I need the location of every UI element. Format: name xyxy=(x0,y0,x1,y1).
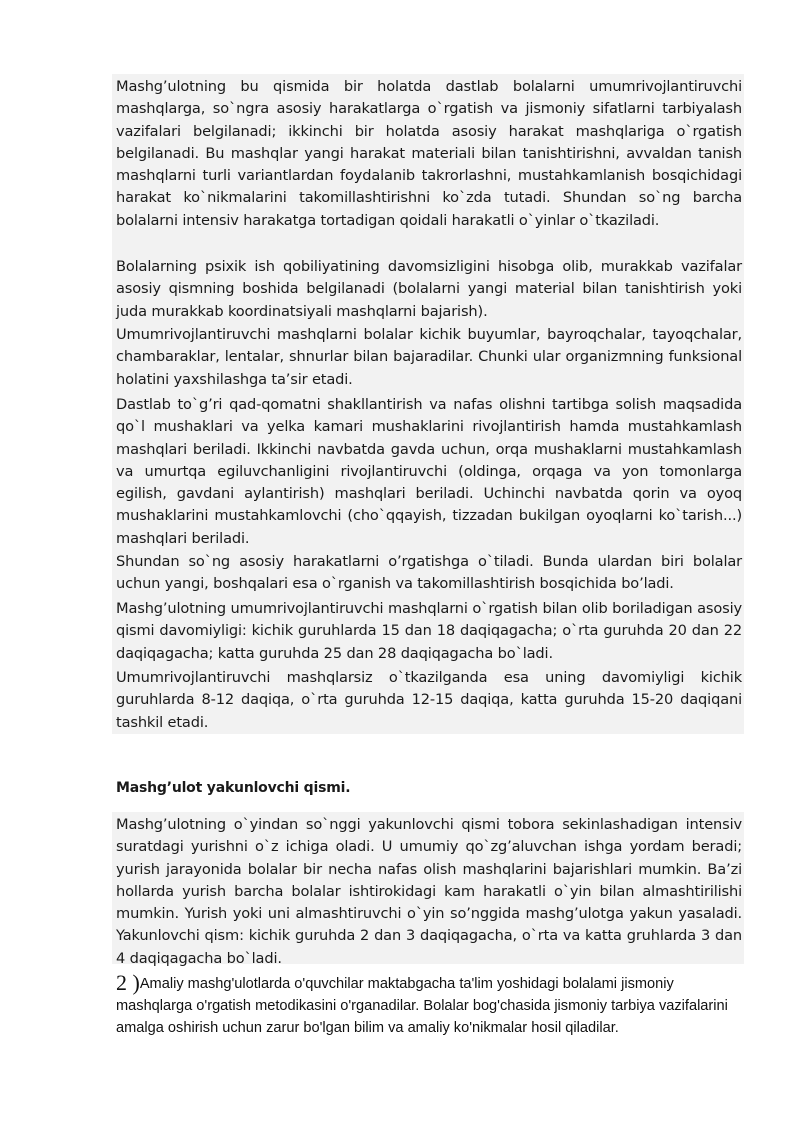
paragraph-7: Umumrivojlantiruvchi mashqlarsiz o`tkazilganda esa uning davomiyligi kichik guruhlarda 8-12 daqiqa, o`rta guruhda 12-15 daqiqa, katta guruhda 15-20 daqiqani tashkil etadi. xyxy=(116,669,742,731)
footnote-text: Amaliy mashg'ulotlarda o'quvchilar maktabgacha ta'lim yoshidagi bolalami jismoniy mashqlarga o'rgatish metodikasini o'rganadilar. Bolalar bog'chasida jismoniy tarbiya vazifalarini amalga oshirish uchun zarur bo'lgan bilim va amaliy ko'nikmalar hosil qiladilar. xyxy=(116,976,728,1036)
paragraph-6: Mashg’ulotning umumrivojlantiruvchi mashqlarni o`rgatish bilan olib boriladigan asosiy qismi davomiyligi: kichik guruhlarda 15 dan 18 daqiqagacha; o`rta guruhda 20 dan 22 daqiqagacha; katta guruhda 25 dan 28 daqiqagacha bo`ladi. xyxy=(116,600,742,662)
footnote xyxy=(116,970,746,1039)
paragraph-1: Mashg’ulotning bu qismida bir holatda dastlab bolalarni umumrivojlantiruvchi mashqlarga, so`ngra asosiy harakatlarga o`rgatish va jismoniy sifatlarni tarbiyalash vazifalari belgilanadi; ikkinchi bir holatda asosiy harakat mashqlariga o`rgatish belgilanadi. Bu mashqlar yangi harakat materiali bilan tanishtirishni, avvaldan tanish mashqlarni turli variantlardan foydalanib takrorlashni, mustahkamlanish bosqichidagi harakat ko`nikmalarini takomillashtirishni ko`zda tutadi. Shundan so`ng barcha bolalarni intensiv harakatga tortadigan qoidali harakatli o`yinlar o`tkaziladi. xyxy=(116,78,742,229)
paragraph-4: Dastlab to`g’ri qad-qomatni shakllantirish va nafas olishni tartibga solish maqsadida qo`l mushaklari va yelka kamari mushaklarini rivojlantirish hamda mustahkamlash mashqlari beriladi. Ikkinchi navbatda gavda uchun, orqa mushaklarni mustahkamlash va umurtqa egiluvchanligini rivojlantiruvchi (oldinga, orqaga va yon tomonlarga egilish, gavdani aylantirish) mashqlari beriladi. Uchinchi navbatda qorin va oyoq mushaklarini mustahkamlovchi (cho`qqayish, tizzadan bukilgan oyoqlarni ko`tarish...) mashqlari beriladi. xyxy=(116,396,742,547)
section-heading: Mashg’ulot yakunlovchi qismi. xyxy=(116,780,351,796)
paragraph-3: Umumrivojlantiruvchi mashqlarni bolalar kichik buyumlar, bayroqchalar, tayoqchalar, chambaraklar, lentalar, shnurlar bilan bajaradilar. Chunki ular organizmning funksional holatini yaxshilashga ta’sir etadi. xyxy=(116,326,742,388)
paragraph-2: Bolalarning psixik ish qobiliyatining davomsizligini hisobga olib, murakkab vazifalar asosiy qismning boshida belgilanadi (bolalarni yangi material bilan tanishtirish yoki juda murakkab koordinatsiyali mashqlarni bajarish). xyxy=(116,258,742,320)
paragraph-5: Shundan so`ng asosiy harakatlarni o’rgatishga o`tiladi. Bunda ulardan biri bolalar uchun yangi, boshqalari esa o`rganish va takomillashtirish bosqichida bo’ladi. xyxy=(116,553,742,593)
final-paragraph: Mashg’ulotning o`yindan so`nggi yakunlovchi qismi tobora sekinlashadigan intensiv suratdagi yurishni o`z ichiga oladi. U umumiy qo`zg’aluvchan ishga yordam beradi; yurish jarayonida bolalar bir necha nafas olish mashqlarini bajarishlari mumkin. Ba’zi hollarda yurish barcha bolalar ishtirokidagi kam harakatli o`yin bilan almashtirilishi mumkin. Yurish yoki uni almashtiruvchi o`yin so’nggida mashg’ulotga yakun yasaladi. Yakunlovchi qism: kichik guruhda 2 dan 3 daqiqagacha, o`rta va katta gruhlarda 3 dan 4 daqiqagacha bo`ladi. xyxy=(116,816,742,967)
footnote-number: 2 ) xyxy=(116,970,140,995)
